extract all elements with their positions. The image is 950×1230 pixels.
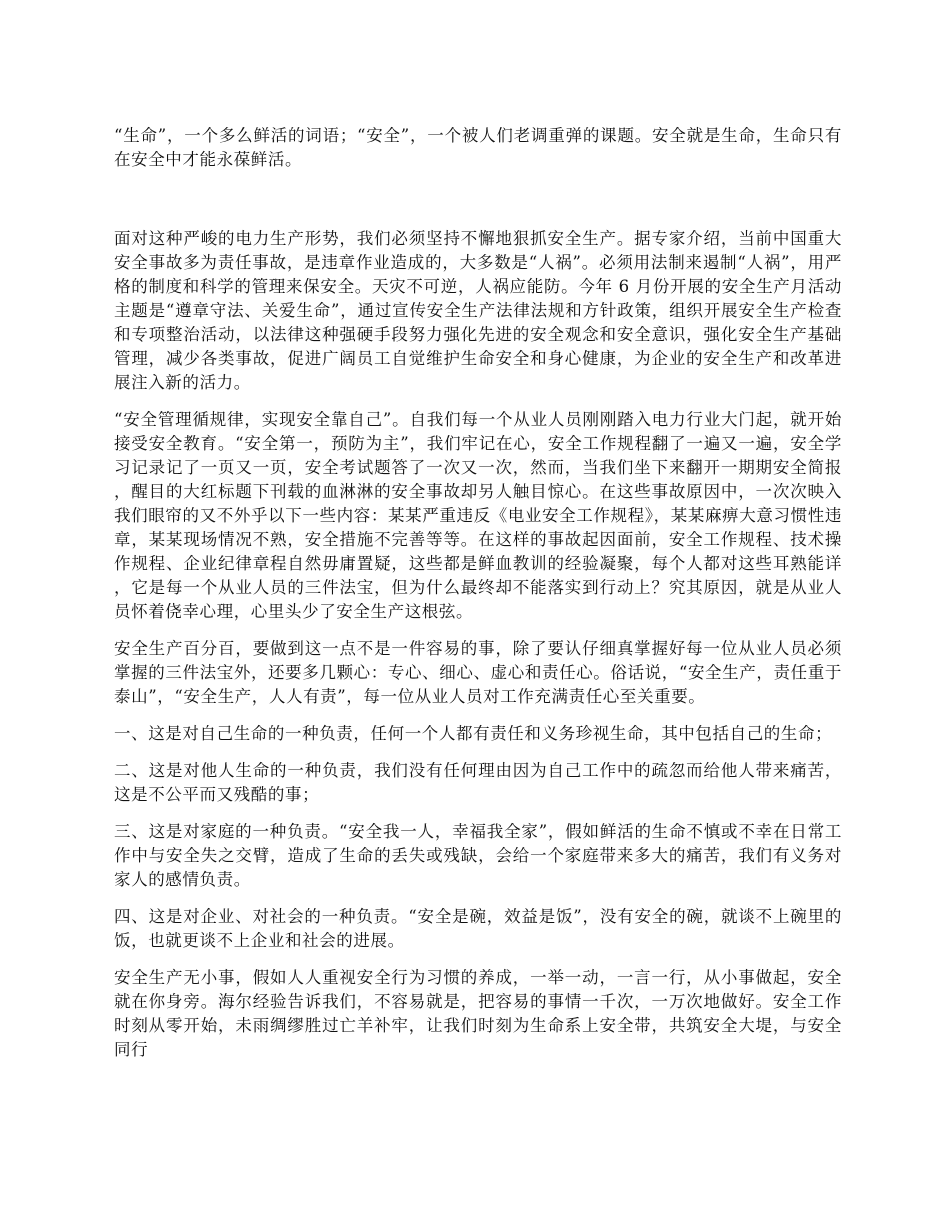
document-body [114, 124, 842, 1075]
paragraph-point-two: 二、这是对他人生命的一种负责，我们没有任何理由因为自己工作中的疏忽而给他人带来痛苦，这是不公平而又残酷的事； [114, 761, 842, 804]
paragraph-safety-management: “安全管理循规律，实现安全靠自己”。自我们每一个从业人员刚刚踏入电力行业大门起，就开始接受安全教育。“安全第一，预防为主”，我们牢记在心，安全工作规程翻了一遍又一遍，安全学习记录记了一页又一页，安全考试题答了一次又一次，然而，当我们坐下来翻开一期期安全简报，醒目的大红标题下刊载的血淋淋的安全事故却另人触目惊心。在这些事故原因中，一次次映入我们眼帘的又不外乎以下一些内容：某某严重违反《电业安全工作规程》，某某麻痹大意习惯性违章，某某现场情况不熟，安全措施不完善等等。在这样的事故起因面前，安全工作规程、技术操作规程、企业纪律章程自然毋庸置疑，这些都是鲜血教训的经验凝聚，每个人都对这些耳熟能详，它是每一个从业人员的三件法宝，但为什么最终却不能落实到行动上？究其原因，就是从业人员怀着侥幸心理，心里头少了安全生产这根弦。 [114, 410, 842, 621]
paragraph-responsibility: 安全生产百分百，要做到这一点不是一件容易的事，除了要认仔细真掌握好每一位从业人员必须掌握的三件法宝外，还要多几颗心：专心、细心、虚心和责任心。俗话说，“安全生产，责任重于泰山”，“安全生产，人人有责”，每一位从业人员对工作充满责任心至关重要。 [114, 639, 842, 706]
paragraph-point-three: 三、这是对家庭的一种负责。“安全我一人，幸福我全家”，假如鲜活的生命不慎或不幸在日常工作中与安全失之交臂，造成了生命的丢失或残缺，会给一个家庭带来多大的痛苦，我们有义务对家人的感情负责。 [114, 822, 842, 889]
paragraph-intro: “生命”，一个多么鲜活的词语；“安全”，一个被人们老调重弹的课题。安全就是生命，生命只有在安全中才能永葆鲜活。 [114, 126, 842, 169]
paragraph-conclusion: 安全生产无小事，假如人人重视安全行为习惯的养成，一举一动，一言一行，从小事做起，安全就在你身旁。海尔经验告诉我们，不容易就是，把容易的事情一千次，一万次地做好。安全工作时刻从零开始，未雨绸缪胜过亡羊补牢，让我们时刻为生命系上安全带，共筑安全大堤，与安全同行 [114, 968, 842, 1059]
paragraph-point-four: 四、这是对企业、对社会的一种负责。“安全是碗，效益是饭”，没有安全的碗，就谈不上碗里的饭，也就更谈不上企业和社会的进展。 [114, 907, 842, 950]
paragraph-situation: 面对这种严峻的电力生产形势，我们必须坚持不懈地狠抓安全生产。据专家介绍，当前中国重大安全事故多为责任事故，是违章作业造成的，大多数是“人祸”。必须用法制来遏制“人祸”，用严格的制度和科学的管理来保安全。天灾不可逆，人祸应能防。今年 6 月份开展的安全生产月活动主题是“遵章守法、关爱生命”，通过宣传安全生产法律法规和方针政策，组织开展安全生产检查和专项整治活动，以法律这种强硬手段努力强化先进的安全观念和安全意识，强化安全生产基础管理，减少各类事故，促进广阔员工自觉维护生命安全和身心健康，为企业的安全生产和改革进展注入新的活力。 [114, 229, 842, 392]
paragraph-point-one: 一、这是对自己生命的一种负责，任何一个人都有责任和义务珍视生命，其中包括自己的生命； [114, 724, 833, 743]
